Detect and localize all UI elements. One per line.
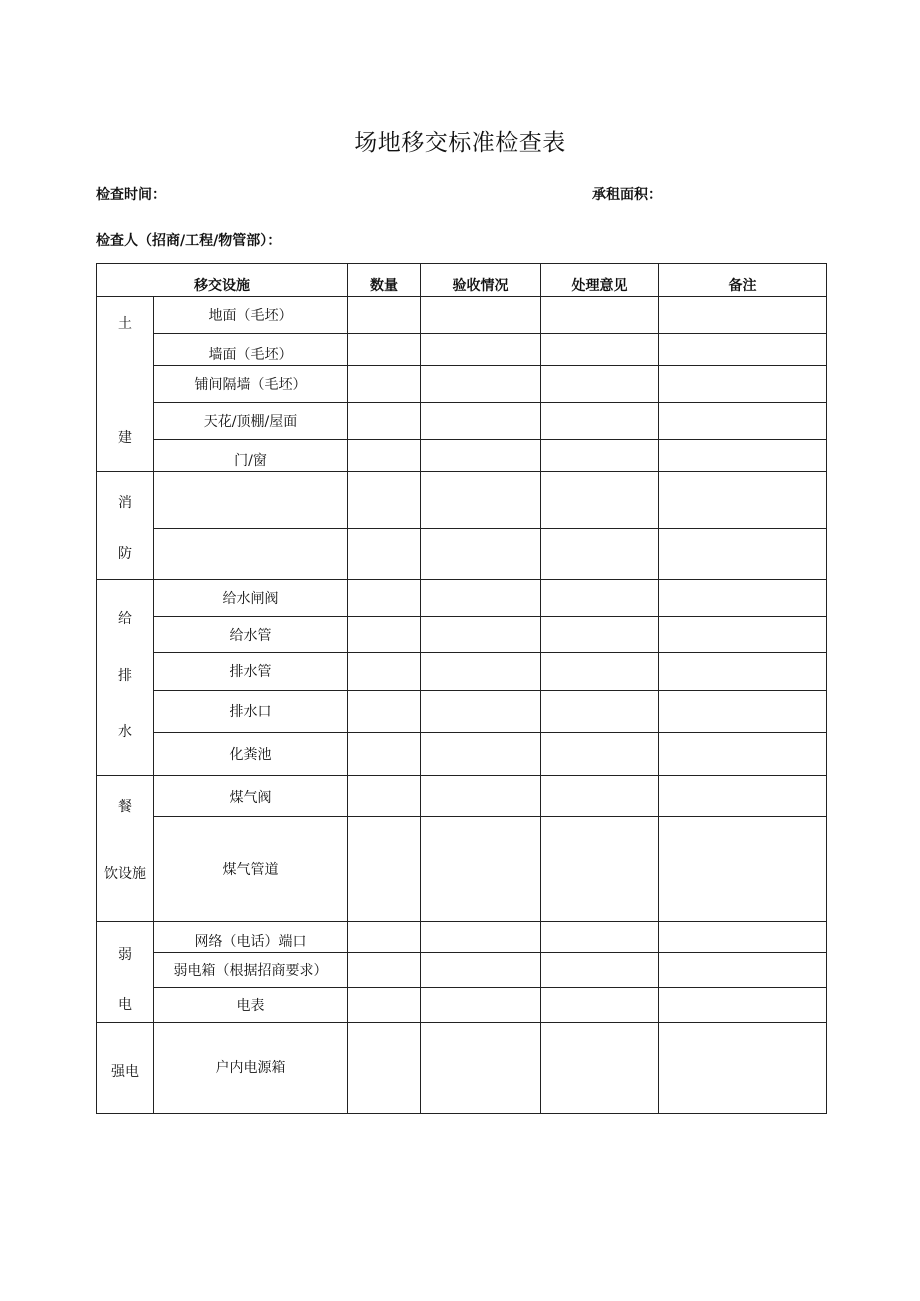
handling-cell	[541, 653, 659, 690]
handling-cell	[541, 922, 659, 953]
remarks-cell	[659, 366, 827, 403]
item-ceiling: 天花/顶棚/屋面	[154, 403, 348, 440]
handling-cell	[541, 988, 659, 1023]
table-row	[97, 653, 827, 690]
category-label-line: 餐	[118, 799, 132, 815]
remarks-cell	[659, 403, 827, 440]
acceptance-cell	[421, 403, 541, 440]
remarks-cell	[659, 732, 827, 775]
acceptance-cell	[421, 617, 541, 653]
handling-cell	[541, 472, 659, 529]
leased-area-label: 承租面积：	[592, 187, 662, 203]
quantity-cell	[348, 953, 421, 988]
table-row	[97, 528, 827, 579]
handling-cell	[541, 776, 659, 817]
table-row	[97, 817, 827, 922]
item-meter: 电表	[154, 988, 348, 1023]
remarks-cell	[659, 617, 827, 653]
category-catering	[97, 776, 154, 922]
category-civil	[97, 297, 154, 472]
quantity-cell	[348, 817, 421, 922]
quantity-cell	[348, 366, 421, 403]
item-water-valve: 给水闸阀	[154, 580, 348, 617]
quantity-cell	[348, 528, 421, 579]
header-remarks: 备注	[659, 264, 827, 297]
item-gas-pipe: 煤气管道	[154, 817, 348, 922]
remarks-cell	[659, 988, 827, 1023]
quantity-cell	[348, 472, 421, 529]
quantity-cell	[348, 334, 421, 366]
table-header-row	[97, 264, 827, 297]
remarks-cell	[659, 776, 827, 817]
category-low-voltage	[97, 922, 154, 1023]
quantity-cell	[348, 580, 421, 617]
inspection-time-label: 检查时间：	[96, 187, 166, 203]
remarks-cell	[659, 440, 827, 472]
header-facility: 移交设施	[97, 264, 348, 297]
quantity-cell	[348, 440, 421, 472]
table-row	[97, 953, 827, 988]
acceptance-cell	[421, 1023, 541, 1114]
acceptance-cell	[421, 366, 541, 403]
acceptance-cell	[421, 580, 541, 617]
remarks-cell	[659, 690, 827, 732]
category-label-line: 土	[118, 316, 132, 332]
acceptance-cell	[421, 922, 541, 953]
handling-cell	[541, 580, 659, 617]
acceptance-cell	[421, 528, 541, 579]
item-water-pipe: 给水管	[154, 617, 348, 653]
category-label-line: 水	[118, 724, 132, 740]
remarks-cell	[659, 653, 827, 690]
handling-cell	[541, 1023, 659, 1114]
acceptance-cell	[421, 732, 541, 775]
item-low-voltage-box: 弱电箱（根据招商要求）	[154, 953, 348, 988]
table-row	[97, 366, 827, 403]
acceptance-cell	[421, 440, 541, 472]
handling-cell	[541, 817, 659, 922]
handover-checklist-table	[96, 263, 827, 1114]
remarks-cell	[659, 297, 827, 334]
item-door-window: 门/窗	[154, 440, 348, 472]
table-row	[97, 403, 827, 440]
remarks-cell	[659, 334, 827, 366]
remarks-cell	[659, 580, 827, 617]
item-drain-pipe: 排水管	[154, 653, 348, 690]
item-fire-1	[154, 472, 348, 529]
category-plumbing	[97, 580, 154, 776]
item-floor: 地面（毛坯）	[154, 297, 348, 334]
remarks-cell	[659, 472, 827, 529]
remarks-cell	[659, 817, 827, 922]
remarks-cell	[659, 528, 827, 579]
quantity-cell	[348, 776, 421, 817]
inspector-label: 检查人（招商/工程/物管部）：	[96, 233, 282, 249]
quantity-cell	[348, 1023, 421, 1114]
header-handling: 处理意见	[541, 264, 659, 297]
acceptance-cell	[421, 472, 541, 529]
category-label-line: 饮设施	[104, 866, 146, 882]
acceptance-cell	[421, 690, 541, 732]
item-wall: 墙面（毛坯）	[154, 334, 348, 366]
table-row	[97, 732, 827, 775]
quantity-cell	[348, 653, 421, 690]
header-acceptance: 验收情况	[421, 264, 541, 297]
quantity-cell	[348, 403, 421, 440]
category-label-line: 强电	[111, 1064, 139, 1080]
acceptance-cell	[421, 653, 541, 690]
category-label-line: 弱	[118, 947, 132, 963]
handling-cell	[541, 366, 659, 403]
item-power-box: 户内电源箱	[154, 1023, 348, 1114]
handling-cell	[541, 403, 659, 440]
table-row	[97, 440, 827, 472]
table-row	[97, 922, 827, 953]
handling-cell	[541, 617, 659, 653]
handling-cell	[541, 953, 659, 988]
item-network-port: 网络（电话）端口	[154, 922, 348, 953]
remarks-cell	[659, 953, 827, 988]
table-row	[97, 334, 827, 366]
remarks-cell	[659, 1023, 827, 1114]
acceptance-cell	[421, 776, 541, 817]
category-high-voltage	[97, 1023, 154, 1114]
table-row	[97, 472, 827, 529]
acceptance-cell	[421, 988, 541, 1023]
handling-cell	[541, 528, 659, 579]
acceptance-cell	[421, 817, 541, 922]
category-label-line: 防	[118, 546, 132, 562]
item-fire-2	[154, 528, 348, 579]
category-label-line: 消	[118, 495, 132, 511]
acceptance-cell	[421, 953, 541, 988]
quantity-cell	[348, 988, 421, 1023]
table-row	[97, 776, 827, 817]
item-gas-valve: 煤气阀	[154, 776, 348, 817]
quantity-cell	[348, 732, 421, 775]
handling-cell	[541, 297, 659, 334]
acceptance-cell	[421, 297, 541, 334]
quantity-cell	[348, 690, 421, 732]
table-row	[97, 690, 827, 732]
item-septic-tank: 化粪池	[154, 732, 348, 775]
page-title: 场地移交标准检查表	[354, 130, 566, 156]
handling-cell	[541, 690, 659, 732]
category-label-line: 给	[118, 611, 132, 627]
table-row	[97, 617, 827, 653]
category-fire	[97, 472, 154, 580]
item-partition: 铺间隔墙（毛坯）	[154, 366, 348, 403]
category-label-line: 建	[118, 430, 132, 446]
quantity-cell	[348, 297, 421, 334]
category-label-line: 电	[118, 997, 132, 1013]
item-drain-outlet: 排水口	[154, 690, 348, 732]
table-row	[97, 988, 827, 1023]
remarks-cell	[659, 922, 827, 953]
acceptance-cell	[421, 334, 541, 366]
handling-cell	[541, 440, 659, 472]
table-row	[97, 1023, 827, 1114]
handling-cell	[541, 732, 659, 775]
handling-cell	[541, 334, 659, 366]
quantity-cell	[348, 922, 421, 953]
quantity-cell	[348, 617, 421, 653]
table-row	[97, 297, 827, 334]
table-row	[97, 580, 827, 617]
header-quantity: 数量	[348, 264, 421, 297]
category-label-line: 排	[118, 667, 132, 684]
